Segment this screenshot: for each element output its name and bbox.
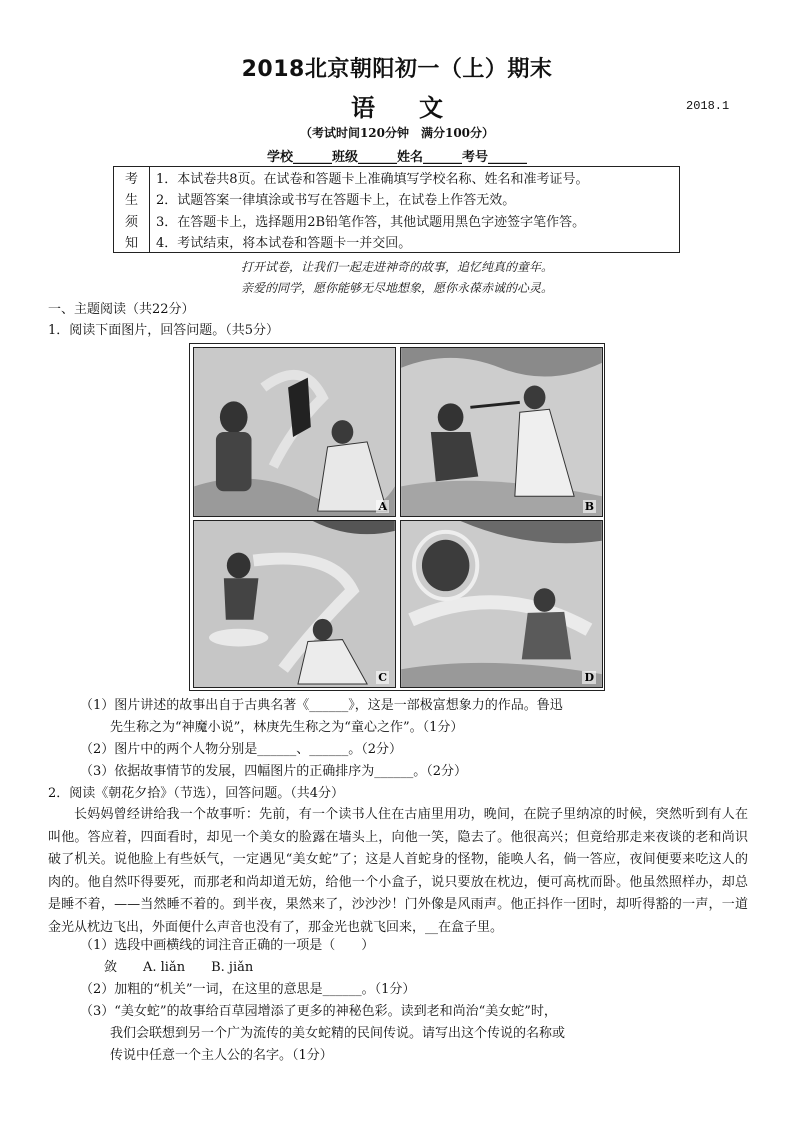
slogan-line: 亲爱的同学，愿你能够无尽地想象，愿你永葆赤诚的心灵。	[240, 281, 553, 295]
reading-passage: 长妈妈曾经讲给我一个故事听：先前，有一个读书人住在古庙里用功，晚间，在院子里纳凉的时候，突然听到有人在叫他。答应着，四面看时，却见一个美女的脸露在墙头上，向他一笑，隐去了。他很高兴；但竟给那走来夜谈的老和尚识破了机关。说他脸上有些妖气，一定遇见“美女蛇”了；这是人首蛇身的怪物，能唤人名，倘一答应，夜间便要来吃这人的肉的。他自然吓得要死，而那老和尚却道无妨，给他一个小盒子，说只要放在枕边，便可高枕而卧。他虽然照样办，却总是睡不着，——当然睡不着的。到半夜，果然来了，沙沙沙！门外像是风雨声。他正抖作一团时，却听得豁的一声，一道金光从枕边飞出，外面便什么声音也没有了，那金光也就飞回来，__在盒子里。	[48, 807, 748, 935]
subject-title: 语文	[351, 94, 487, 122]
question-1-1-line1: （1）图片讲述的故事出自于古典名著《______》，这是一部极富想象力的作品。鲁迅	[80, 698, 563, 713]
notice-label	[114, 167, 150, 252]
notice-label-char: 知	[124, 235, 138, 251]
notice-item: 1．本试卷共8页。在试卷和答题卡上准确填写学校名称、姓名和准考证号。	[156, 172, 589, 188]
question-2-2: （2）加粗的“机关”一词，在这里的意思是______。（1分）	[80, 982, 416, 997]
question-2-3-line1: （3）“美女蛇”的故事给百草园增添了更多的神秘色彩。读到老和尚治“美女蛇”时，	[80, 1004, 557, 1019]
notice-box	[113, 166, 680, 253]
notice-item: 4．考试结束，将本试卷和答题卡一并交回。	[156, 235, 412, 251]
exam-date: 2018.1	[686, 99, 730, 113]
picture-panel-b	[400, 347, 603, 517]
question-2-1-options: 敛 A. liǎn B. jiǎn	[104, 960, 254, 975]
notice-label-char: 生	[124, 193, 138, 209]
ink-illustration	[194, 521, 395, 687]
exam-info: （考试时间120分钟 满分100分）	[299, 126, 495, 140]
ink-illustration	[401, 521, 602, 687]
question-1-3: （3）依据故事情节的发展，四幅图片的正确排序为______。（2分）	[80, 764, 468, 779]
ink-illustration	[401, 348, 602, 516]
panel-label: B	[584, 500, 594, 513]
panel-label: D	[584, 671, 594, 684]
notice-item: 3．在答题卡上，选择题用2B铅笔作答，其他试题用黑色字迹签字笔作答。	[156, 214, 586, 230]
notice-label-char: 考	[124, 172, 138, 188]
ink-illustration	[194, 348, 395, 516]
picture-panel-d	[400, 520, 603, 688]
picture-panel-a	[193, 347, 396, 517]
question-2-1: （1）选段中画横线的词注音正确的一项是（ ）	[80, 938, 375, 953]
section-heading: 一、主题阅读（共22分）	[48, 302, 195, 317]
exam-title: 2018北京朝阳初一（上）期末	[241, 57, 553, 82]
picture-panel-c	[193, 520, 396, 688]
question-2-3-line2: 我们会联想到另一个广为流传的美女蛇精的民间传说。请写出这个传说的名称或	[110, 1026, 566, 1041]
question-1-2: （2）图片中的两个人物分别是______、______。（2分）	[80, 742, 403, 757]
story-picture-grid	[189, 343, 605, 691]
notice-label-char: 须	[124, 214, 138, 230]
question-2-stem: 2．阅读《朝花夕拾》（节选），回答问题。（共4分）	[48, 786, 345, 801]
notice-items	[150, 167, 679, 252]
panel-label: A	[378, 500, 387, 513]
question-1-stem: 1．阅读下面图片，回答问题。（共5分）	[48, 323, 280, 338]
question-1-1-line2: 先生称之为“神魔小说”，林庚先生称之为“童心之作”。（1分）	[110, 720, 464, 735]
slogan-line: 打开试卷，让我们一起走进神奇的故事，追忆纯真的童年。	[240, 260, 553, 274]
panel-label: C	[378, 671, 387, 684]
question-2-3-line3: 传说中任意一个主人公的名字。（1分）	[110, 1048, 333, 1063]
student-fields: 学校______班级______姓名______考号______	[266, 150, 527, 165]
notice-item: 2．试题答案一律填涂或书写在答题卡上，在试卷上作答无效。	[156, 193, 516, 209]
